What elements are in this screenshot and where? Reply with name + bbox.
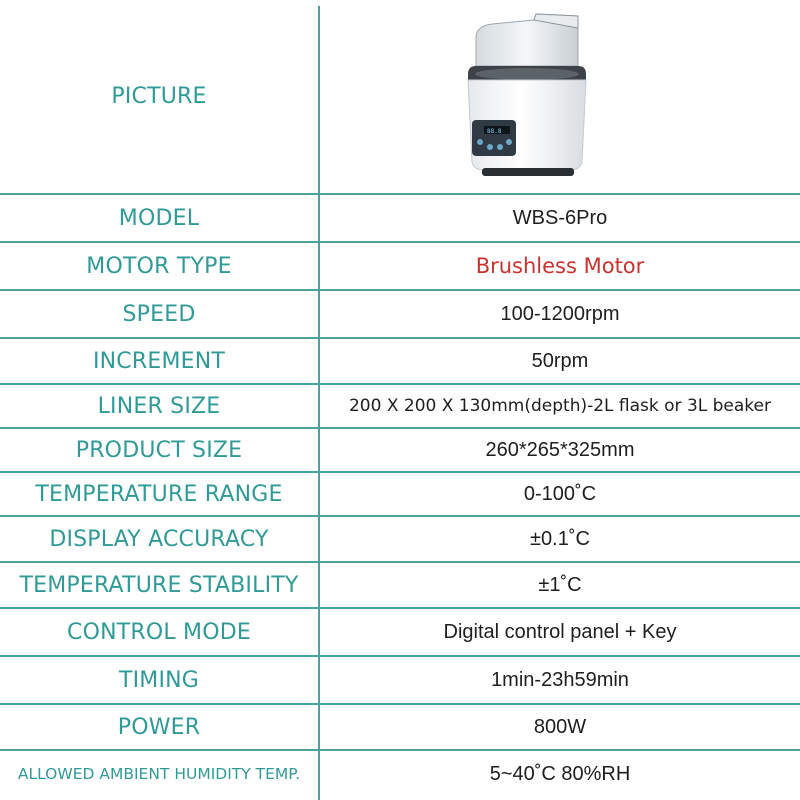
spec-row xyxy=(0,429,800,471)
spec-row xyxy=(0,609,800,655)
spec-row xyxy=(0,291,800,337)
spec-value: ±0.1˚C xyxy=(530,527,590,550)
spec-value: 1min-23h59min xyxy=(491,668,629,691)
spec-value: WBS-6Pro xyxy=(512,206,608,229)
spec-row xyxy=(0,339,800,383)
spec-row xyxy=(0,473,800,515)
spec-row xyxy=(0,751,800,797)
spec-label: MODEL xyxy=(118,205,200,231)
spec-value: 800W xyxy=(533,715,587,738)
spec-label: PRODUCT SIZE xyxy=(75,437,243,463)
spec-label: DISPLAY ACCURACY xyxy=(49,526,269,552)
spec-label: SPEED xyxy=(122,301,196,327)
spec-label: ALLOWED AMBIENT HUMIDITY TEMP. xyxy=(17,765,301,783)
spec-label: TEMPERATURE STABILITY xyxy=(19,572,299,598)
spec-value: 5~40˚C 80%RH xyxy=(489,762,631,785)
water-bath-device-icon xyxy=(462,12,592,187)
spec-value: 0-100˚C xyxy=(523,482,597,505)
spec-label: CONTROL MODE xyxy=(67,619,251,645)
spec-row xyxy=(0,657,800,703)
spec-value: ±1˚C xyxy=(538,573,582,596)
spec-row xyxy=(0,385,800,427)
spec-value: 50rpm xyxy=(531,349,589,372)
spec-label: INCREMENT xyxy=(92,348,226,374)
spec-row xyxy=(0,195,800,241)
spec-value: Digital control panel + Key xyxy=(443,620,677,643)
spec-label: TEMPERATURE RANGE xyxy=(35,481,283,507)
picture-label: PICTURE xyxy=(111,84,207,109)
spec-label: LINER SIZE xyxy=(97,393,221,419)
spec-label: POWER xyxy=(117,714,201,740)
spec-row xyxy=(0,243,800,289)
spec-row xyxy=(0,705,800,749)
picture-row xyxy=(0,0,800,193)
spec-label: MOTOR TYPE xyxy=(86,253,232,279)
spec-value: 100-1200rpm xyxy=(500,302,620,325)
spec-value: 200 X 200 X 130mm(depth)-2L flask or 3L beaker xyxy=(348,396,771,416)
spec-value: 260*265*325mm xyxy=(485,438,635,461)
svg-text:88.8: 88.8 xyxy=(487,128,502,135)
spec-row xyxy=(0,563,800,607)
spec-value-highlight: Brushless Motor xyxy=(475,254,645,278)
spec-label: TIMING xyxy=(118,667,200,693)
spec-row xyxy=(0,517,800,561)
